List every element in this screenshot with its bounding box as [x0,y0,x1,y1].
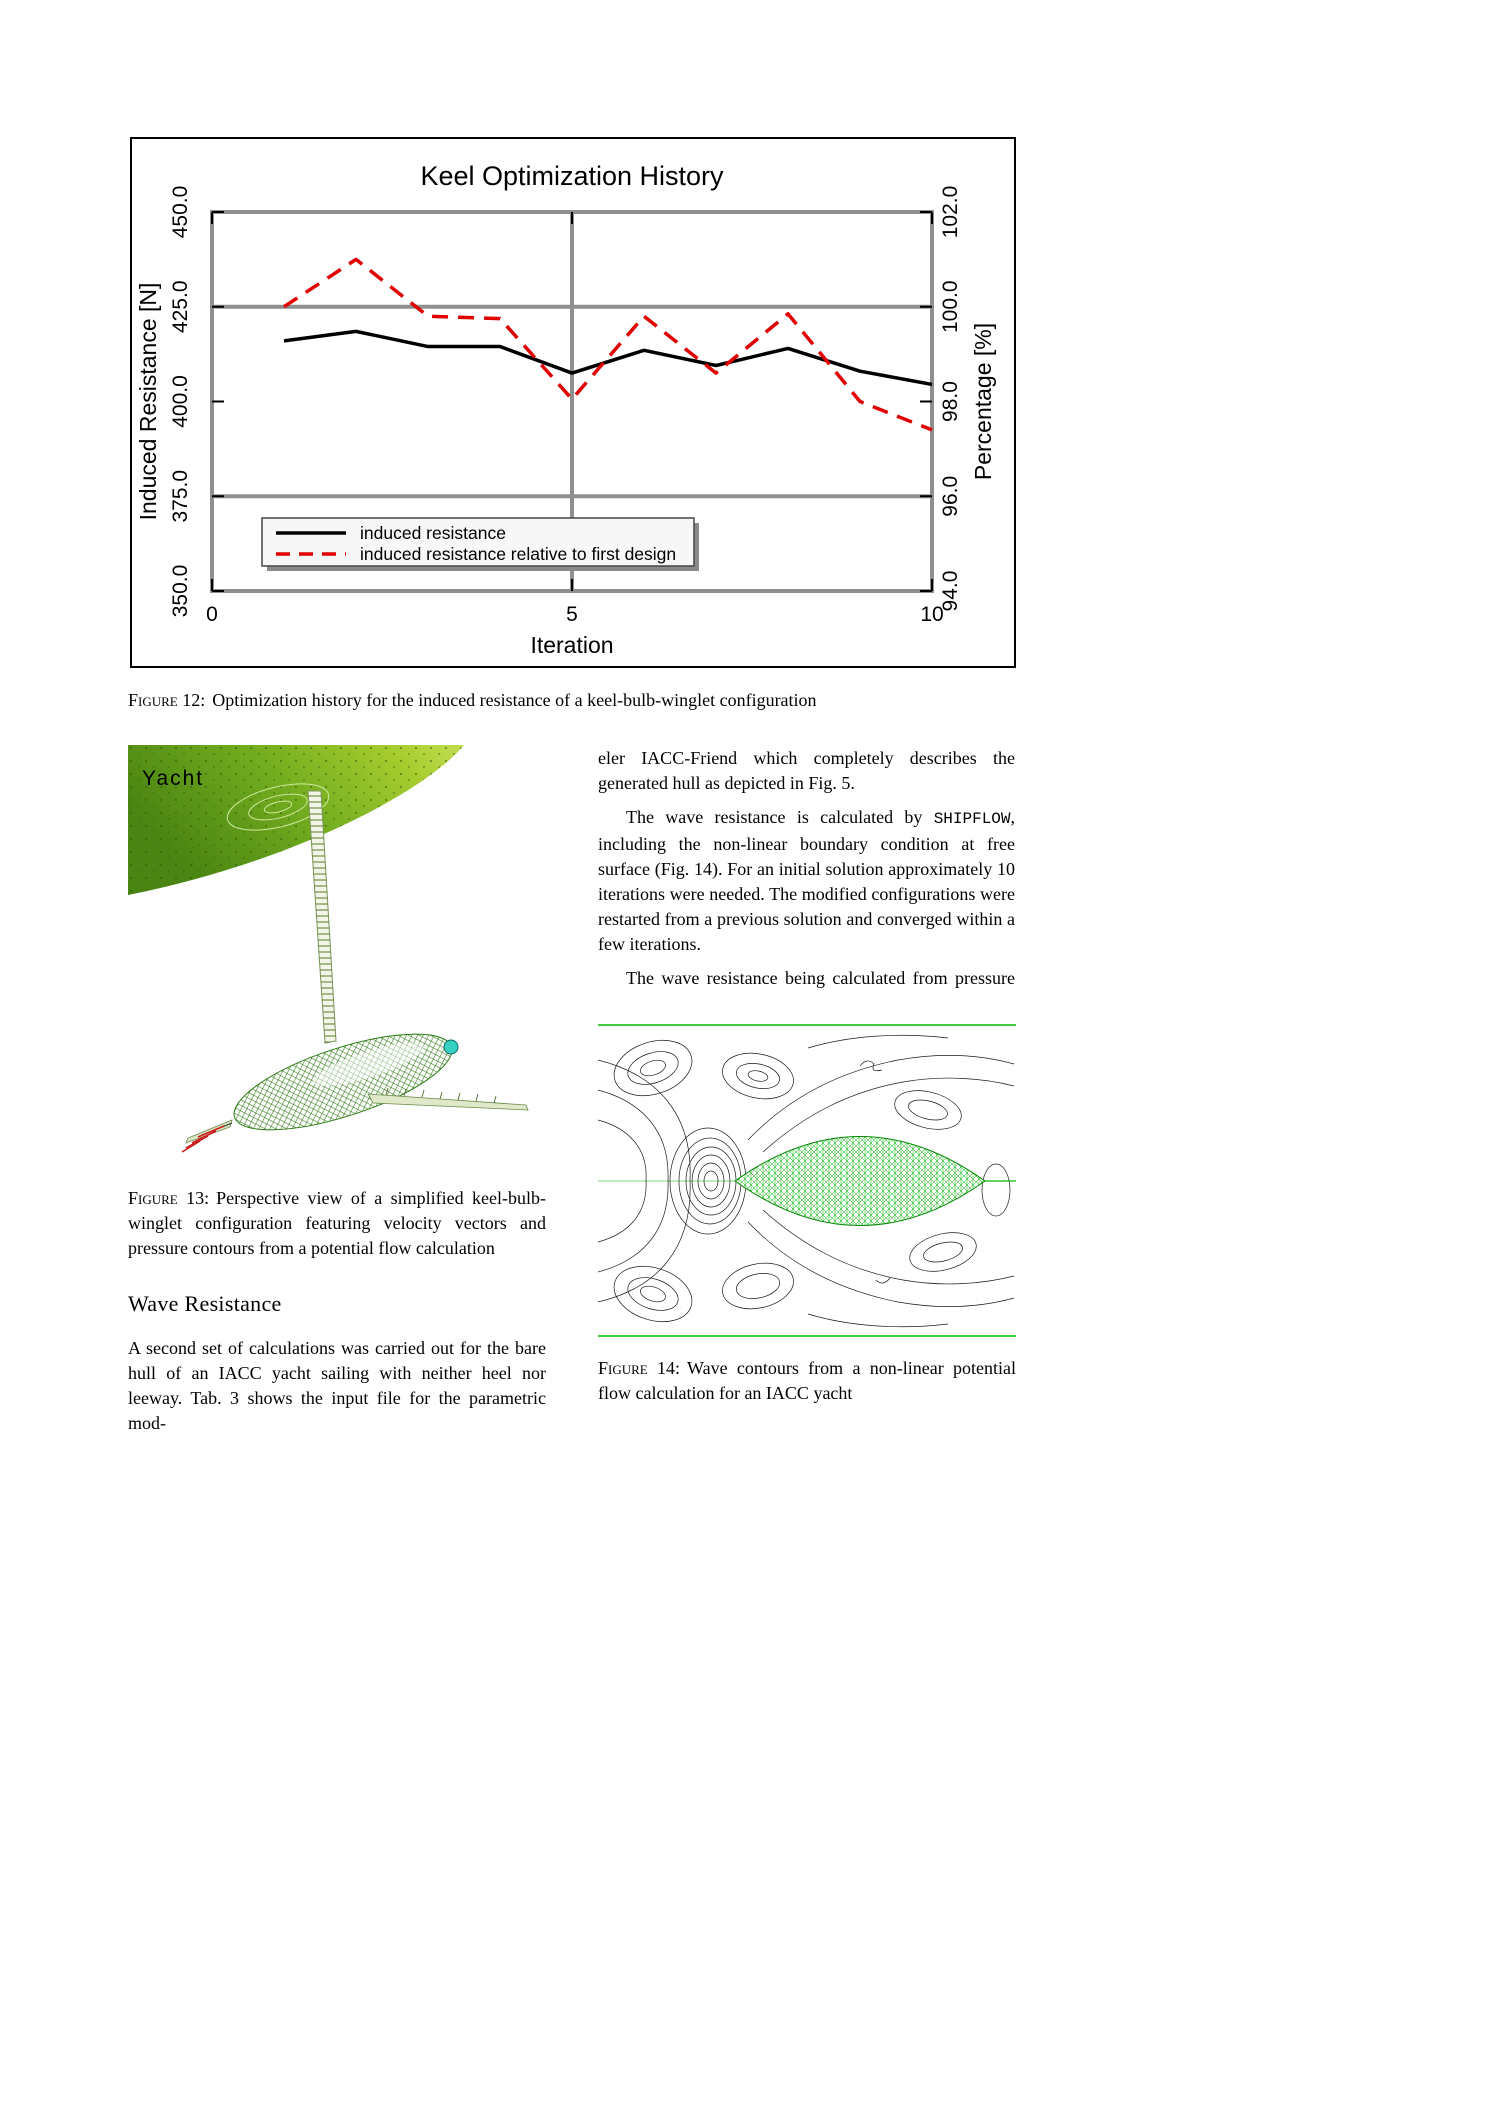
para1-text: eler IACC-Friend which completely describes the generated hull as depicted in Fig. 5. [598,748,1015,793]
chart-ytick-label-right: 96.0 [939,475,962,517]
chart-ytick-label-right: 100.0 [939,280,962,334]
chart-xtick-label: 5 [566,603,578,626]
figure14-caption-label: Figure 14: [598,1358,681,1378]
chart-ytick-label-left: 350.0 [169,564,192,618]
figure14-image [598,1020,1016,1342]
figure14-caption-text: Wave contours from a non-linear potential flow calculation for an IACC yacht [598,1358,1016,1403]
bulb [224,1014,462,1149]
chart-ytick-label-right: 102.0 [939,185,962,239]
legend-label: induced resistance relative to first design [360,544,677,564]
body-paragraph-2 [598,805,1015,957]
chart-title: Keel Optimization History [420,161,724,191]
shipflow-code: SHIPFLOW [933,810,1011,828]
chart-ytick-label-left: 425.0 [169,280,192,334]
chart-xtick-label: 10 [920,603,944,626]
chart-ytick-label-left: 450.0 [169,185,192,239]
hull-mesh [735,1137,985,1226]
yacht-label: Yacht [142,767,205,790]
wave-contour-plot [598,1020,1016,1342]
figure13-caption [128,1186,546,1261]
figure13-caption-label: Figure 13: [128,1188,210,1208]
figure12-caption-label: Figure 12: [128,690,206,710]
legend-label: induced resistance [360,523,506,543]
chart-xtick-label: 0 [206,603,218,626]
chart-ylabel-left: Induced Resistance [N] [135,282,161,521]
left-column-paragraph [128,1336,546,1436]
chart-ylabel-right: Percentage [%] [970,322,996,481]
para2-after: , including the non-linear boundary condition at free surface (Fig. 14). For an initial solution approximately 10 iterations were needed. The modified configurations were restarted from a previous solution and converged within a few iterations. [598,807,1015,954]
series-induced-resistance [284,331,932,384]
chart-ytick-label-right: 98.0 [939,381,962,422]
chart-ytick-label-left: 375.0 [169,469,192,523]
bulb-nose [444,1040,458,1054]
figure12-chart-box [130,137,1016,668]
series-induced-resistance-relative-to-first-design [284,259,932,430]
para3-text: The wave resistance being calculated from pressure [626,968,1015,988]
left-para-text: A second set of calculations was carried out for the bare hull of an IACC yacht sailing with neither heel nor leeway. Tab. 3 shows the input file for the parametric mod- [128,1338,546,1433]
keel-bulb-winglet-render [128,745,546,1181]
figure14-caption [598,1356,1016,1406]
chart-xlabel: Iteration [530,632,614,658]
section-heading-wave-resistance: Wave Resistance [128,1291,282,1316]
chart-ytick-label-right: 94.0 [939,570,962,612]
right-column [598,746,1015,991]
figure12-caption [128,688,1033,713]
figure12-caption-text: Optimization history for the induced resistance of a keel-bulb-winglet configuration [212,690,817,710]
figure13-image [128,745,546,1181]
right-winglet [368,1094,528,1110]
para2-before: The wave resistance is calculated by [626,807,934,827]
body-paragraph-1 [598,746,1015,796]
keel-chart-svg [132,139,1014,666]
figure13-caption-text: Perspective view of a simplified keel-bulb-winglet configuration featuring velocity vectors and pressure contours from a potential flow calculation [128,1188,546,1258]
chart-ytick-label-left: 400.0 [169,375,192,428]
body-paragraph-3 [598,966,1015,991]
